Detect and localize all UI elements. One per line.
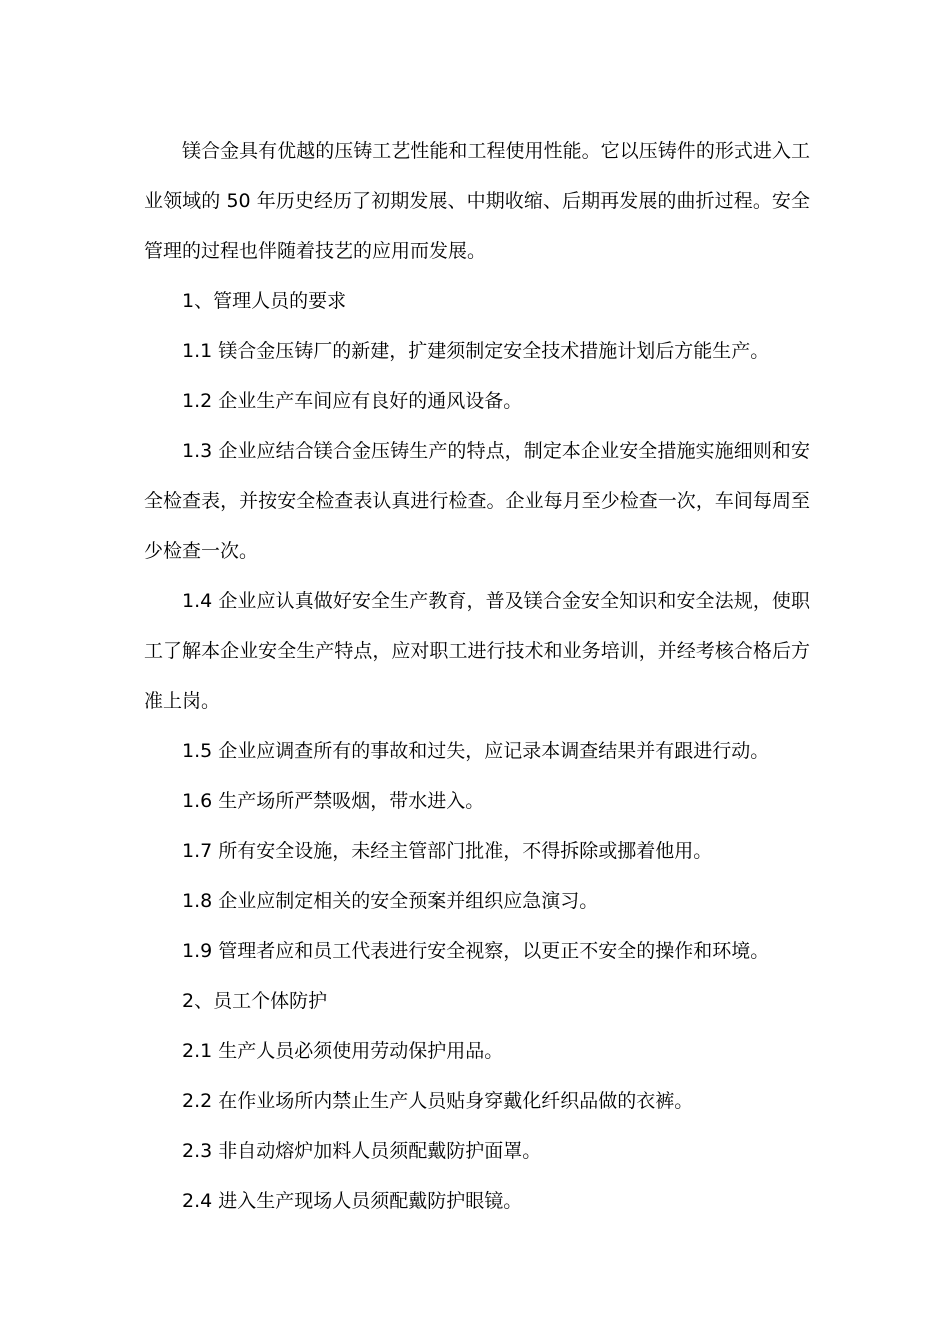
clause-1-4: 1.4 企业应认真做好安全生产教育，普及镁合金安全知识和安全法规，使职工了解本企业安全生产特点，应对职工进行技术和业务培训，并经考核合格后方准上岗。 [144, 590, 810, 712]
clause-2-4: 2.4 进入生产现场人员须配戴防护眼镜。 [182, 1190, 523, 1212]
clause-1-3: 1.3 企业应结合镁合金压铸生产的特点，制定本企业安全措施实施细则和安全检查表，并按安全检查表认真进行检查。企业每月至少检查一次，车间每周至少检查一次。 [144, 440, 810, 562]
section-heading-management: 1、管理人员的要求 [182, 290, 347, 312]
clause-1-1: 1.1 镁合金压铸厂的新建，扩建须制定安全技术措施计划后方能生产。 [182, 340, 770, 362]
clause-2-1: 2.1 生产人员必须使用劳动保护用品。 [182, 1040, 504, 1062]
intro-paragraph: 镁合金具有优越的压铸工艺性能和工程使用性能。它以压铸件的形式进入工业领域的 50 年历史经历了初期发展、中期收缩、后期再发展的曲折过程。安全管理的过程也伴随着技艺的应用而发展。 [144, 140, 810, 262]
clause-2-2: 2.2 在作业场所内禁止生产人员贴身穿戴化纤织品做的衣裤。 [182, 1090, 694, 1112]
clause-1-5: 1.5 企业应调查所有的事故和过失，应记录本调查结果并有跟进行动。 [182, 740, 770, 762]
clause-1-7: 1.7 所有安全设施，未经主管部门批准，不得拆除或挪着他用。 [182, 840, 713, 862]
clause-1-6: 1.6 生产场所严禁吸烟，带水进入。 [182, 790, 485, 812]
clause-2-3: 2.3 非自动熔炉加料人员须配戴防护面罩。 [182, 1140, 542, 1162]
clause-1-2: 1.2 企业生产车间应有良好的通风设备。 [182, 390, 523, 412]
section-heading-protection: 2、员工个体防护 [182, 990, 328, 1012]
clause-1-8: 1.8 企业应制定相关的安全预案并组织应急演习。 [182, 890, 599, 912]
clause-1-9: 1.9 管理者应和员工代表进行安全视察，以更正不安全的操作和环境。 [182, 940, 770, 962]
document-body [144, 126, 810, 1226]
